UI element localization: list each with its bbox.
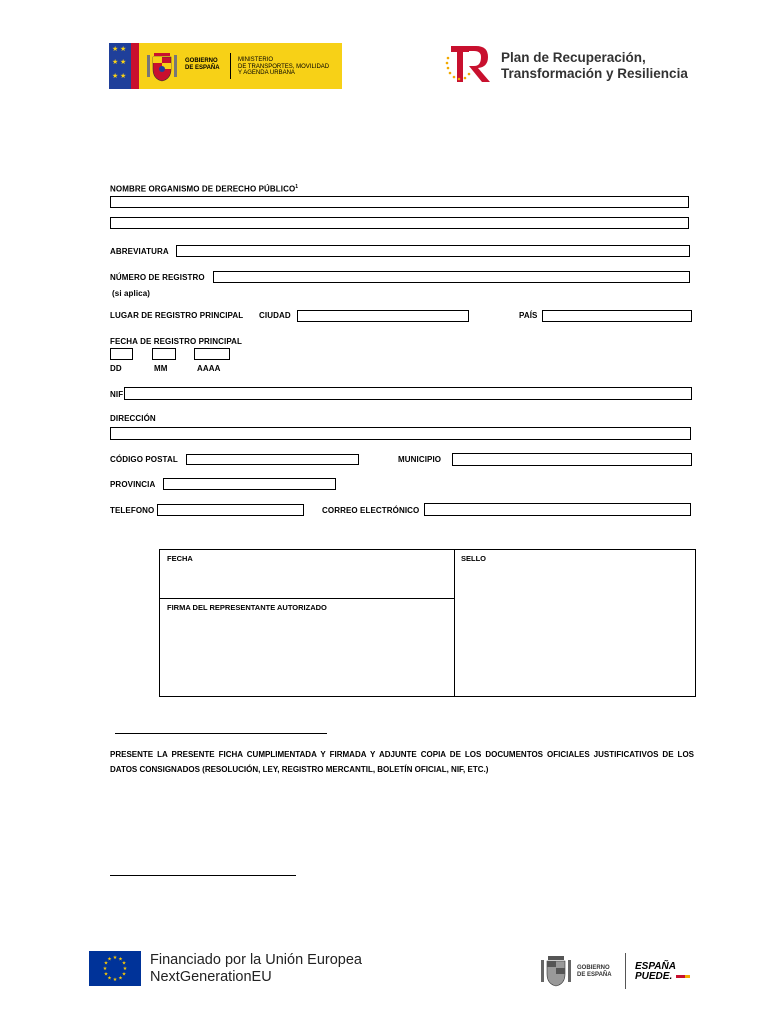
province-label: PROVINCIA <box>110 480 156 489</box>
email-label: CORREO ELECTRÓNICO <box>322 506 420 515</box>
svg-text:★: ★ <box>118 975 123 982</box>
date-cell-label: FECHA <box>167 554 193 563</box>
city-label: CIUDAD <box>259 311 291 320</box>
nif-label: NIF <box>110 390 124 399</box>
separator-line <box>115 733 327 734</box>
organism-name-field-2[interactable] <box>110 217 689 229</box>
province-field[interactable] <box>163 478 336 490</box>
registry-number-field[interactable] <box>213 271 690 283</box>
municipality-label: MUNICIPIO <box>398 455 442 464</box>
divider <box>230 53 231 79</box>
municipality-field[interactable] <box>452 453 692 466</box>
ministry-line1: MINISTERIO <box>238 57 274 63</box>
svg-text:★: ★ <box>102 966 108 972</box>
svg-text:★: ★ <box>112 977 118 983</box>
abbreviation-label: ABREVIATURA <box>110 247 169 256</box>
coat-of-arms-icon <box>539 953 573 989</box>
eu-flag-icon <box>89 951 141 986</box>
month-field[interactable] <box>152 348 176 360</box>
signature-table <box>159 549 696 697</box>
footer-gov-line2: DE ESPAÑA <box>577 972 612 978</box>
date-cell[interactable] <box>160 550 454 598</box>
footer-gov-line1: GOBIERNO <box>577 965 610 971</box>
svg-text:★: ★ <box>107 956 112 963</box>
registry-number-label: NÚMERO DE REGISTRO <box>110 273 205 282</box>
country-label: PAÍS <box>519 311 538 320</box>
gov-name-line2: DE ESPAÑA <box>185 65 220 71</box>
ministry-logo <box>109 43 342 89</box>
svg-text:★: ★ <box>103 960 109 967</box>
country-field[interactable] <box>542 310 692 322</box>
month-label: MM <box>154 364 168 373</box>
plan-title-line2: Transformación y Resiliencia <box>501 66 688 81</box>
svg-text:★: ★ <box>121 971 127 978</box>
spain-flag-stripe: ★ ★ ★ ★ ★ ★ <box>109 43 131 89</box>
seal-cell[interactable] <box>455 550 695 696</box>
ministry-line2: DE TRANSPORTES, MOVILIDAD <box>238 63 330 70</box>
yellow-dash-icon <box>685 975 690 978</box>
footnote-marker: 1 <box>295 184 299 190</box>
footer-gov-logo <box>539 953 623 989</box>
city-field[interactable] <box>297 310 469 322</box>
phone-label: TELEFONO <box>110 506 155 515</box>
organism-name-label: NOMBRE ORGANISMO DE DERECHO PÚBLICO$^1$ <box>110 184 299 194</box>
espana-puede-line2: PUEDE. <box>635 971 673 982</box>
postal-code-field[interactable] <box>186 454 359 465</box>
registry-date-label: FECHA DE REGISTRO PRINCIPAL <box>110 337 243 346</box>
plan-title-line1: Plan de Recuperación, <box>501 50 646 65</box>
seal-cell-label: SELLO <box>461 554 487 563</box>
day-label: DD <box>110 364 122 373</box>
organism-name-field-1[interactable] <box>110 196 689 208</box>
eu-funding-line2: NextGenerationEU <box>150 969 272 985</box>
svg-text:★: ★ <box>118 956 123 963</box>
address-field[interactable] <box>110 427 691 440</box>
email-field[interactable] <box>424 503 691 516</box>
signature-cell-label: FIRMA DEL REPRESENTANTE AUTORIZADO <box>167 603 327 612</box>
ministry-line3: Y AGENDA URBANA <box>238 70 295 76</box>
registry-number-note: (si aplica) <box>112 289 151 298</box>
red-dash-icon <box>676 975 685 978</box>
nif-field[interactable] <box>124 387 692 400</box>
svg-text:★: ★ <box>121 960 127 967</box>
address-label: DIRECCIÓN <box>110 414 156 423</box>
instructions-note: PRESENTE LA PRESENTE FICHA CUMPLIMENTADA Y FIRMADA Y ADJUNTE COPIA DE LOS DOCUMENTOS OFICIALES JUSTIFICATIVOS DE LOS DATOS CONSIGNADOS (RESOLUCIÓN, LEY, REGISTRO MERCANTIL, BOLETÍN OFICIAL, NIF, ETC.) <box>110 750 694 774</box>
svg-text:★: ★ <box>122 966 128 972</box>
gov-name-line1: GOBIERNO <box>185 58 218 64</box>
year-field[interactable] <box>194 348 230 360</box>
svg-text:★: ★ <box>107 975 112 982</box>
registry-place-label: LUGAR DE REGISTRO PRINCIPAL <box>110 311 244 320</box>
signature-cell[interactable] <box>160 599 454 696</box>
svg-text:★: ★ <box>112 955 118 961</box>
abbreviation-field[interactable] <box>176 245 690 257</box>
eu-funding-line1: Financiado por la Unión Europea <box>150 952 362 968</box>
day-field[interactable] <box>110 348 133 360</box>
svg-text:★: ★ <box>103 971 109 978</box>
postal-code-label: CÓDIGO POSTAL <box>110 455 178 464</box>
footnote-separator-line <box>110 875 296 876</box>
prtr-logo-icon <box>444 44 492 84</box>
coat-of-arms-icon <box>145 49 179 83</box>
footer-divider <box>625 953 626 989</box>
phone-field[interactable] <box>157 504 304 516</box>
year-label: AAAA <box>197 364 221 373</box>
espana-puede-logo <box>635 962 690 982</box>
espana-puede-line1: ESPAÑA <box>635 961 676 972</box>
